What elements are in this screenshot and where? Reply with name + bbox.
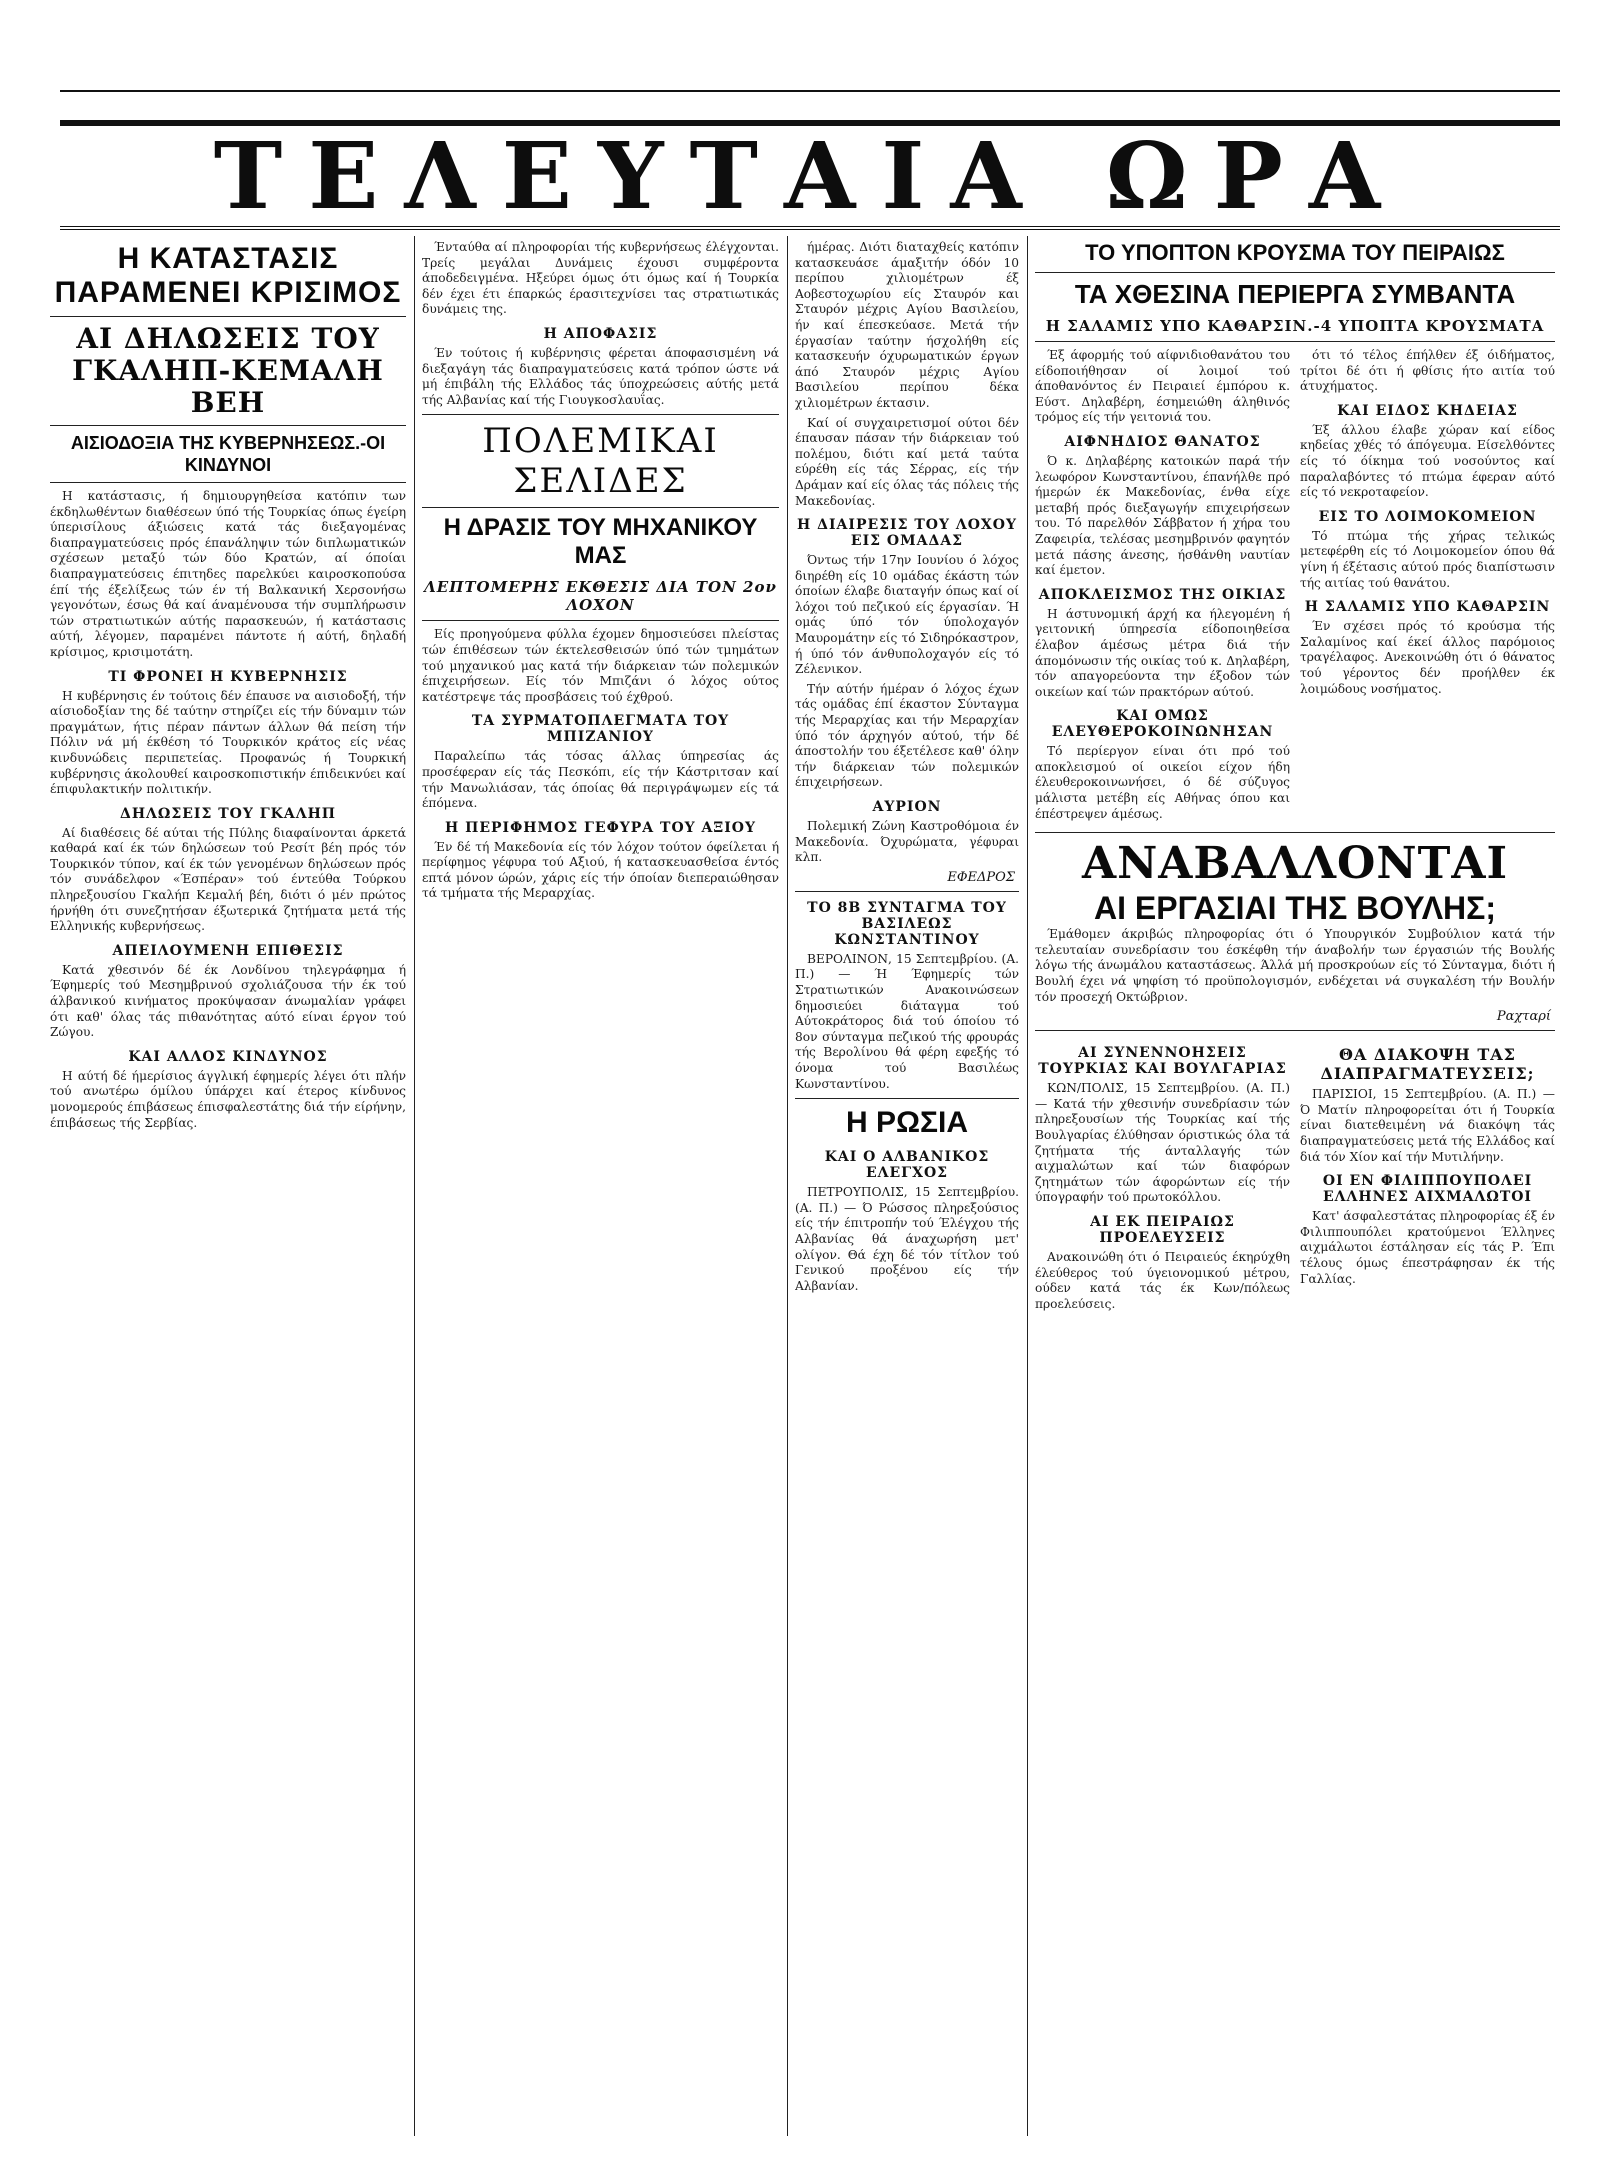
article-text (422, 240, 779, 318)
subhead-lazaretto: ΕΙΣ ΤΟ ΛΟΙΜΟΚΟΜΕΙΟΝ (1318, 508, 1537, 525)
article-paragraph: Τό περίεργον είναι ότι πρό τού αποκλεισμού οί οικείοι είχον ήδη έλευθεροκοινωνήσει, ό δέ σύζυγος μάλιστα μετέβη είς Αθήνας όπου και έπέστρεψεν άμέσως. (1035, 744, 1290, 821)
article-paragraph: ΚΩΝ/ΠΟΛΙΣ, 15 Σεπτεμβρίου. (Α. Π.) — Κατά τήν χθεσινήν συνεδρίασιν τών πληρεξουσίων τής Τουρκίας καί τής Βουλγαρίας έλύθησαν όριστικώς όλα τά ζητήματα τής άνταλλαγής τών αιχμαλώτων καί τών διαφόρων ζητημάτων τών άφορώντων είς τήν ύπογραφήν τού πρωτοκόλλου. (1035, 1081, 1290, 1205)
article-text (795, 553, 1019, 678)
headline-government-optimism: ΑΙΣΙΟΔΟΞΙΑ ΤΗΣ ΚΥΒΕΡΝΗΣΕΩΣ.-ΟΙ ΚΙΝΔΥΝΟΙ (70, 433, 386, 475)
article-paragraph: Έν σχέσει πρός τό κρούσμα τής Σαλαμίνος καί έκεί άλλος παρόμοιος τραγέλαφος. Ανεκοινώθη ότι ό θάνατος τού γέροντος δέν προήλθεν έκ λοιμώδους νοσήματος. (1300, 619, 1555, 696)
column-rule (1027, 236, 1028, 2136)
article-paragraph: Όντως τήν 17ην Ιουνίου ό λόχος διηρέθη είς 10 ομάδας έκάστη τών όποίων έλαβε διαταγήν όπως καί οί λόχοι τού πεζικού είς έργασίαν. Ή ομάς ύπό τόν ύπολοχαγόν Μαυρομάτην είς τό Σιδηρόκαστρον, ή ύπό τόν άνθυπολοχαγόν είς τό Ζέλενικον. (795, 553, 1019, 677)
divider (1035, 341, 1555, 342)
two-column-block (1035, 1037, 1555, 1316)
article-text (1300, 423, 1555, 501)
divider (795, 891, 1019, 892)
subhead-turkey-bulgaria: ΑΙ ΣΥΝΕΝΝΟΗΣΕΙΣ ΤΟΥΡΚΙΑΣ ΚΑΙ ΒΟΥΛΓΑΡΙΑΣ (1038, 1045, 1287, 1078)
article-text (795, 1185, 1019, 1294)
article-text (1300, 529, 1555, 591)
article-text (1300, 1087, 1555, 1165)
subcolumn-right (1300, 1037, 1555, 1316)
article-text (50, 1069, 406, 1131)
column-1 (50, 236, 406, 2136)
column-4 (1035, 236, 1555, 2136)
article-paragraph: Ανακοινώθη ότι ό Πειραιεύς έκηρύχθη έλεύθερος τού ύγειονομικού μέτρου, ούδεν κατά τάς έκ Κων/πόλεως προελεύσεις. (1035, 1249, 1290, 1311)
article-text (50, 826, 406, 935)
article-paragraph: Ό κ. Δηλαβέρης κατοικών παρά τήν λεωφόρον Κωνσταντίνου, έπανήλθε πρό ήμερών έκ Μακεδονίας, ένθα είχε μεταβή πρός διεξαγωγήν επιχειρήσεων του. Τό παρελθόν Σάββατον ή χήρα του Ζαφειρία, τελέσας μεσημβρινόν φαγητόν μετά πάσης άνεσης, ήσθάνθη ναυτίαν καί έμετον. (1035, 453, 1290, 578)
article-paragraph: Η κυβέρνησις έν τούτοις δέν έπαυσε να αισιοδοξή, τήν αίσιοδοξίαν της δέ ταύτην στηρίζει είς τήν δύναμιν τών πραγμάτων, ήτις πέραν πάντων άλλων θά πείση τήν Πόλιν νά μή έκθέση τό Τουρκικόν κράτος είς νέας κινδυνώδεις περιπετείας. Προφανώς ή Τουρκική κυβέρνησις άκολουθεί καιροσκοπιστικήν έπιδεικνύει καί έπιφυλακτικήν πολιτικήν. (50, 688, 406, 797)
article-text (1035, 927, 1555, 1005)
article-intro (50, 489, 406, 661)
article-paragraph: Πολεμική Ζώνη Καστροθόμοια έν Μακεδονία. Όχυρώματα, γέφυραι κλπ. (795, 819, 1019, 865)
subhead-government: ΤΙ ΦΡΟΝΕΙ Η ΚΥΒΕΡΝΗΣΙΣ (108, 668, 348, 685)
headline-war-pages: ΠΟΛΕΜΙΚΑΙ ΣΕΛΙΔΕΣ (482, 421, 719, 502)
article-text (795, 416, 1019, 510)
article-paragraph: ΠΑΡΙΣΙΟΙ, 15 Σεπτεμβρίου. (Α. Π.) — Ό Ματίν πληροφορείται ότι ή Τουρκία είναι διατεθειμένη νά διακόψη τάς διαπραγματεύσεις μετά τής Ελλάδος καί διά τόν Χίον καί τήν Μυτιλήνην. (1300, 1087, 1555, 1164)
article-text (1035, 454, 1290, 579)
article-paragraph: Έμάθομεν άκριβώς πληροφορίας ότι ό Υπουργικόν Συμβούλιον κατά τήν τελευταίαν συνεδρίασιν του έσκέφθη τήν άναβολήν των έργασιών τής Βουλής λόγω τής άνωμάλου καταστάσεως. Άλλά μή προσκρούων είς τό Σύνταγμα, διότι ή Βουλή έχει νά ψηφίση τό προϋπολογισμόν, ενδέχεται νά συγκαλέση τήν Βουλήν τόν προσεχή Οκτώβριον. (1035, 927, 1555, 1004)
divider (50, 425, 406, 426)
headline-russia: Η ΡΩΣΙΑ (845, 1106, 969, 1140)
subhead-barbed-wire: ΤΑ ΣΥΡΜΑΤΟΠΛΕΓΜΑΤΑ ΤΟΥ ΜΠΙΖΑΝΙΟΥ (471, 713, 730, 746)
article-paragraph: Έξ άφορμής τού αίφνιδιοθανάτου του είδοποιήθησαν οί λοιμοί τού άποθανόντος έν Πειραιεί έμπόρου κ. Εύστ. Δηλαβέρη, έσημειώθη άληθινός τρόμος είς τήν γειτονιά του. (1035, 348, 1290, 425)
subhead-prisoners: ΟΙ ΕΝ ΦΙΛΙΠΠΟΥΠΟΛΕΙ ΕΛΛΗΝΕΣ ΑΙΧΜΑΛΩΤΟΙ (1322, 1173, 1533, 1206)
article-author: ΕΦΕΔΡΟΣ (947, 869, 1015, 885)
headline-suspect-case: ΤΟ ΥΠΟΠΤΟΝ ΚΡΟΥΣΜΑ ΤΟΥ ΠΕΙΡΑΙΩΣ (1085, 240, 1505, 265)
article-paragraph: ότι τό τέλος έπήλθεν έξ όιδήματος, τρίτοι δέ ότι ή φθίσις ήτο αιτία τού άτυχήματος. (1300, 348, 1555, 394)
signature-mark: Ραχταρί (1496, 1009, 1551, 1025)
subhead-threatened-attack: ΑΠΕΙΛΟΥΜΕΝΗ ΕΠΙΘΕΣΙΣ (112, 942, 344, 959)
column-2 (422, 236, 779, 2136)
two-column-block (1035, 348, 1555, 826)
subcolumn-left (1035, 1037, 1290, 1316)
article-text (422, 627, 779, 705)
article-text (795, 682, 1019, 791)
article-paragraph: Ένταύθα αί πληροφορίαι τής κυβερνήσεως έλέγχονται. Τρείς μεγάλαι Δυνάμεις έχουσι συμφέροντα άποδεδειγμένα. Ηξεύρει όμως ότι όμως καί ή Τουρκία δέν έχει έτι έπαρκώς έρασιτεχνίσει τας στρατιωτικάς δυνάμεις της. (422, 240, 779, 317)
article-paragraph: Έν δέ τή Μακεδονία είς τόν λόχον τούτον όφείλεται ή περίφημος γέφυρα τού Αξιού, ή κατασκευασθείσα έντός επτά μόνον ώρών, χάρις είς τήν όποίαν διεπεραιώθησαν τά τμήματα τής Μεραρχίας. (422, 839, 779, 901)
article-paragraph: Παραλείπω τάς τόσας άλλας ύπηρεσίας άς προσέφεραν είς τάς Πεσκόπι, είς τήν Κάστριτσαν καί τήν Μανωλιάσαν, τάς όποίας θά περιγράψωμεν είς τά έπόμενα. (422, 749, 779, 811)
subhead-piraeus-arrivals: ΑΙ ΕΚ ΠΕΙΡΑΙΩΣ ΠΡΟΕΛΕΥΣΕΙΣ (1090, 1213, 1235, 1246)
subhead-company-division: Η ΔΙΑΙΡΕΣΙΣ ΤΟΥ ΛΟΧΟΥ ΕΙΣ ΟΜΑΔΑΣ (797, 517, 1017, 550)
subhead-another-danger: ΚΑΙ ΑΛΛΟΣ ΚΙΝΔΥΝΟΣ (128, 1048, 328, 1065)
article-paragraph: Τήν αύτήν ήμέραν ό λόχος έχων τάς ομάδας έπί έκαστον Σύνταγμα τής Μεραρχίας και τήν Μεραρχίαν ύπό τόν άρχηγόν αύτού, τήν δέ άποστολήν του έξετέλεσε καθ' όλην τήν διάρκειαν τών πολεμικών έπιχειρήσεων. (795, 681, 1019, 790)
article-paragraph: Κατ' άσφαλεστάτας πληροφορίας έξ έν Φιλιππουπόλει κρατούμενοι Έλληνες αιχμάλωτοι έστάλησαν είς τάς Ρ. Έπι τέλους όμως έπεστράφησαν έκ τής Γαλλίας. (1300, 1209, 1555, 1286)
headline-strange-events: ΤΑ ΧΘΕΣΙΝΑ ΠΕΡΙΕΡΓΑ ΣΥΜΒΑΝΤΑ (1074, 279, 1516, 309)
headline-galip-kemal-statements: ΑΙ ΔΗΛΩΣΕΙΣ ΤΟΥ ΓΚΑΛΗΠ-ΚΕΜΑΛΗ ΒΕΗ (72, 322, 384, 419)
article-text (1300, 348, 1555, 395)
headline-critical-situation: Η ΚΑΤΑΣΤΑΣΙΣ ΠΑΡΑΜΕΝΕΙ ΚΡΙΣΙΜΟΣ (54, 242, 402, 309)
article-text (422, 840, 779, 902)
divider (422, 414, 779, 415)
top-rule (60, 90, 1560, 102)
column-rule (787, 236, 788, 2136)
subhead-galip-statements: ΔΗΛΩΣΕΙΣ ΤΟΥ ΓΚΑΛΗΠ (119, 805, 337, 822)
divider (1035, 1030, 1555, 1031)
column-rule (414, 236, 415, 2136)
divider (50, 482, 406, 483)
masthead-title: ΤΕΛΕΥΤΑΙΑ ΩΡΑ (213, 122, 1407, 230)
article-paragraph: Έν τούτοις ή κυβέρνησις φέρεται άποφασισμένη νά διεξαγάγη τάς διαπραγματεύσεις κατά τρόπον ώστε νά μή έπιβάλη τής Ελλάδος τάς ύποχρεώσεις αύτής μετά τής Αλβανίας καί τής Γιουγκοσλαυΐας. (422, 345, 779, 407)
divider (50, 316, 406, 317)
subhead-axios-bridge: Η ΠΕΡΙΦΗΜΟΣ ΓΕΦΥΡΑ ΤΟΥ ΑΞΙΟΥ (445, 819, 756, 836)
article-text (795, 240, 1019, 412)
article-paragraph: Η άστυνομική άρχή κα ήλεγομένη ή γειτονική ύπηρεσία είδοποιηθείσα έλαβον άμέσως μέτρα διά τήν άπομόνωσιν τής οικίας τού κ. Δηλαβέρη, τόν απαγορεύοντα την έξοδον τών οικείων καί τών πρακτόρων αύτού. (1035, 606, 1290, 699)
headline-postponed: ΑΝΑΒΑΛΛΟΝΤΑΙ (1081, 838, 1509, 890)
divider (1035, 272, 1555, 273)
subhead-8th-regiment: ΤΟ 8Β ΣΥΝΤΑΓΜΑ ΤΟΥ ΒΑΣΙΛΕΩΣ ΚΩΝΣΤΑΝΤΙΝΟΥ (807, 899, 1007, 948)
divider (1035, 832, 1555, 833)
subhead-interrupt-negotiations: ΘΑ ΔΙΑΚΟΨΗ ΤΑΣ ΔΙΑΠΡΑΓΜΑΤΕΥΣΕΙΣ; (1320, 1045, 1535, 1084)
masthead-frame (60, 120, 1560, 230)
article-text (422, 749, 779, 811)
article-text (1300, 1209, 1555, 1287)
column-3 (795, 236, 1019, 2136)
subhead-free-communication: ΚΑΙ ΟΜΩΣ ΕΛΕΥΘΕΡΟΚΟΙΝΩΝΗΣΑΝ (1051, 708, 1274, 741)
article-text (50, 689, 406, 798)
article-paragraph: ήμέρας. Διότι διαταχθείς κατόπιν κατασκευάσε άμαξιτήν όδόν 10 περίπου χιλιομέτρων έξ Αοβεστοχωρίου είς Σταυρόν και Σταυρόν μέχρις Αγίου Βασιλείου, ήν καί έπεσκεύασε. Μετά τήν έργασίαν ταύτην ήσχολήθη είς κατασκευήν όχυρωματικών έργων άπό Σταυρόν μέχρις Αγίου Βασιλείου περίπου δέκα χιλιομέτρων έκτασιν. (795, 240, 1019, 410)
article-text (795, 952, 1019, 1092)
subcolumn-right (1300, 348, 1555, 826)
subhead-house-quarantine: ΑΠΟΚΛΕΙΣΜΟΣ ΤΗΣ ΟΙΚΙΑΣ (1038, 586, 1287, 603)
tomorrow-label: ΑΥΡΙΟΝ (872, 799, 942, 815)
divider (422, 507, 779, 508)
article-text (422, 346, 779, 408)
subhead-sudden-death: ΑΙΦΝΗΔΙΟΣ ΘΑΝΑΤΟΣ (1064, 433, 1261, 450)
subhead-albanian-control: ΚΑΙ Ο ΑΛΒΑΝΙΚΟΣ ΕΛΕΓΧΟΣ (824, 1149, 990, 1182)
article-paragraph: Αί διαθέσεις δέ αύται τής Πύλης διαφαίνονται άρκετά καθαρά καί έκ τών δηλώσεων τού Ρεσίτ βέη πρός τόν Τουρκικόν τύπον, καί έκ τών γενομένων δηλώσεων πρός τόν συνάδελφον «Έσπέραν» τού έντεύθα Τούρκου πληρεξουσίου Γκαλήπ Κεμαλή βέη, διότι ό μέν πρώτος ήρνήθη ότι συνεζητήσαν έξωτερικά ζητήματα μετά τής Ελληνικής κυβερνήσεως. (50, 825, 406, 934)
subcolumn-left (1035, 348, 1290, 826)
article-text (1035, 1081, 1290, 1206)
article-paragraph: ΠΕΤΡΟΥΠΟΛΙΣ, 15 Σεπτεμβρίου. (Α. Π.) — Ό Ρώσσος πληρεξούσιος είς τήν έπιτροπήν τού Έλέγχου τής Αλβανίας θά άναχωρήση μετ' ολίγον. Θά έχη δέ τόν τίτλον τού Γενικού προξένου είς τήν Αλβανίαν. (795, 1185, 1019, 1293)
article-text (1035, 348, 1290, 426)
article-paragraph: Έξ άλλου έλαβε χώραν καί είδος κηδείας χθές τό άπόγευμα. Είσελθόντες είς τό όίκημα τού νοσούντος καί παραλαβόντες τό πτώμα έφεραν αύτό είς τό νεκροταφείον. (1300, 422, 1555, 500)
subhead-salamis-cleaning: Η ΣΑΛΑΜΙΣ ΥΠΟ ΚΑΘΑΡΣΙΝ.-4 ΥΠΟΠΤΑ ΚΡΟΥΣΜΑΤΑ (1045, 317, 1545, 335)
subhead-decision: Η ΑΠΟΦΑΣΙΣ (543, 325, 658, 342)
article-text (1035, 744, 1290, 822)
article-paragraph: Είς προηγούμενα φύλλα έχομεν δημοσιεύσει πλείστας τών έπιθέσεων τών έκτελεσθεισών ύπό τών τμημάτων τού μηχανικού μας κατά τήν διάρκειαν τών πολεμικών έπιχειρήσεων. Είς τόν Μπιζάνι ό λόχος ούτος κατέστρεψε τάς προσβάσεις τού έχθρού. (422, 627, 779, 704)
headline-parliament-works: ΑΙ ΕΡΓΑΣΙΑΙ ΤΗΣ ΒΟΥΛΗΣ; (1093, 890, 1497, 927)
article-text (1035, 1250, 1290, 1312)
article-paragraph: Καί οί συγχαιρετισμοί ούτοι δέν έπαυσαν πάσαν τήν διάρκειαν τού πολέμου, διότι καί μετά ταύτα εύρέθη είς τάς Σέρρας, είς τήν Δράμαν καί είς όλας τάς πόλεις τής Μακεδονίας. (795, 415, 1019, 508)
article-text (1300, 619, 1555, 697)
divider (422, 620, 779, 621)
article-paragraph: ΒΕΡΟΛΙΝΟΝ, 15 Σεπτεμβρίου. (Α. Π.) — Ή Έφημερίς τών Στρατιωτικών Ανακοινώσεων δημοσιεύει διάταγμα τού Αύτοκράτορος διά τού όποίου τό 8ον σύνταγμα πεζικού τής φρουράς τής Βερολίνου θά φέρη εφεξής τό όνομα τού Βασιλέως Κωνσταντίνου. (795, 951, 1019, 1091)
divider (795, 1098, 1019, 1099)
subhead-salamis: Η ΣΑΛΑΜΙΣ ΥΠΟ ΚΑΘΑΡΣΙΝ (1304, 599, 1551, 616)
article-text (50, 963, 406, 1041)
headline-engineering-action: Η ΔΡΑΣΙΣ ΤΟΥ ΜΗΧΑΝΙΚΟΥ ΜΑΣ (443, 514, 758, 570)
tomorrow-text (795, 819, 1019, 866)
article-text (1035, 607, 1290, 701)
article-paragraph: Τό πτώμα τής χήρας τελικώς μετεφέρθη είς τό Λοιμοκομείον όπου θά γίνη ή έξέτασις αύτού πρός διαπίστωσιν τής αιτίας τού θανάτου. (1300, 528, 1555, 590)
article-paragraph: Η αύτή δέ ήμερίσιος άγγλική έφημερίς λέγει ότι πλήν τού ανωτέρω όμίλου ύπάρχει καί έτερος κίνδυνος μονομερούς έπιβάσεως έπισφαλεστάτης διά τήν είρήνην, έπιβάσεως τής Σερβίας. (50, 1068, 406, 1130)
subhead-funeral: ΚΑΙ ΕΙΔΟΣ ΚΗΔΕΙΑΣ (1337, 402, 1518, 419)
subhead-detailed-report: ΛΕΠΤΟΜΕΡΗΣ ΕΚΘΕΣΙΣ ΔΙΑ ΤΟΝ 2ον ΛΟΧΟΝ (424, 578, 777, 615)
article-paragraph: Κατά χθεσινόν δέ έκ Λονδίνου τηλεγράφημα ή Έφημερίς τού Μεσημβρινού σχολιάζουσα τήν έκ τού άλβανικού κινήματος προκύψασαν άνωμαλίαν γράφει ότι καθ' όλας τάς πιθανότητας αύτό είναι έργον τού Ζώγου. (50, 962, 406, 1040)
article-paragraph: Η κατάστασις, ή δημιουργηθείσα κατόπιν των έκδηλωθέντων διαθέσεων ύπό τής Τουρκίας όπως έγείρη ύπερισίλους άξιώσεις κατά τάς διεξαγομένας διαπραγματεύσεις πρός έπανάληψιν τών διπλωματικών σχέσεων μεταξύ τών δύο Κρατών, αί όποίαι διαπραγματεύσεις έπιτηδες παρελκύει καιροσκοπούσα έπί τής έξελίξεως τών έν τή Βαλκανική Χερσονήσω γεγονότων, έσως θά καί άναμένουσα τήν συμπλήρωσιν τών στρατιωτικών αύτής παρασκευών, ή κατάστασις αύτή, λέγομεν, παραμένει πάντοτε ή αύτή, δηλαδή κρίσιμος, κρισιμοτάτη. (50, 489, 406, 659)
